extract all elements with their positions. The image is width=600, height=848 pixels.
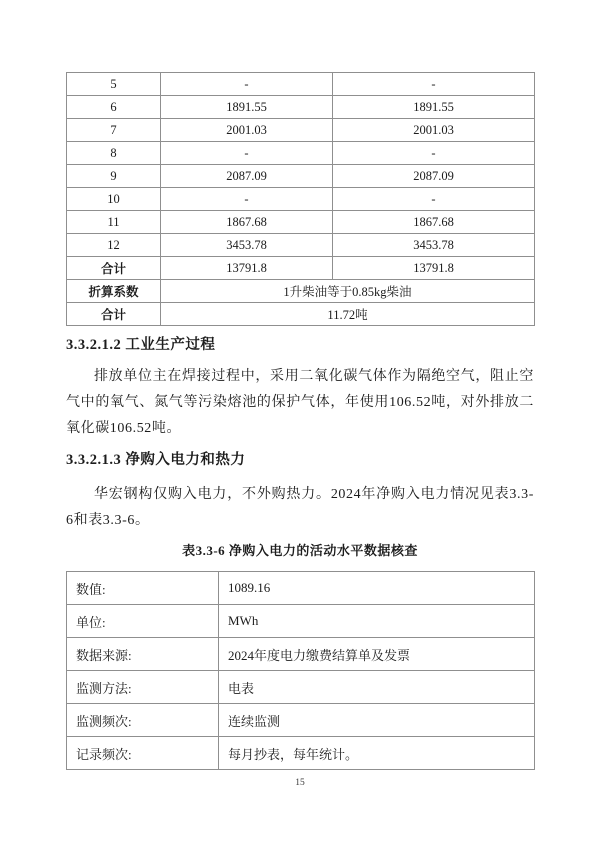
value-cell: - [161,73,333,96]
field-value-cell: 1089.16 [219,572,535,605]
page-number: 15 [295,778,305,788]
table-row [67,572,535,605]
table-row [67,638,535,671]
value-cell: - [333,142,535,165]
field-label-cell: 监测方法: [67,671,219,704]
table-row [67,234,535,257]
value-cell: 1891.55 [161,96,333,119]
value-cell: - [333,73,535,96]
table-row [67,165,535,188]
value-cell: 2087.09 [161,165,333,188]
paragraph-purchased-electricity: 华宏钢构仅购入电力，不外购热力。2024年净购入电力情况见表3.3-6和表3.3-6。 [66,487,534,528]
table-row [67,737,535,770]
table-row [67,73,535,96]
value-cell: 1867.68 [161,211,333,234]
field-value-cell: 2024年度电力缴费结算单及发票 [219,638,535,671]
table-row [67,119,535,142]
section-heading-industrial-process: 3.3.2.1.2 工业生产过程 [66,337,216,353]
grand-total-value-cell: 11.72吨 [161,303,535,326]
diesel-consumption-table [66,72,535,326]
field-value-cell: 电表 [219,671,535,704]
table-row-grand-total [67,303,535,326]
table-row [67,605,535,638]
value-cell: 2001.03 [333,119,535,142]
conversion-label-cell: 折算系数 [67,280,161,303]
table-row-total [67,257,535,280]
value-cell: 1867.68 [333,211,535,234]
field-label-cell: 监测频次: [67,704,219,737]
value-cell: 2087.09 [333,165,535,188]
month-cell: 9 [67,165,161,188]
field-label-cell: 单位: [67,605,219,638]
electricity-data-table [66,571,535,770]
month-cell: 8 [67,142,161,165]
paragraph-industrial-process: 排放单位主在焊接过程中，采用二氧化碳气体作为隔绝空气，阻止空气中的氧气、氮气等污染熔池的保护气体，年使用106.52吨，对外排放二氧化碳106.52吨。 [66,369,534,436]
total-value-cell: 13791.8 [333,257,535,280]
table-row-conversion-factor [67,280,535,303]
field-label-cell: 记录频次: [67,737,219,770]
month-cell: 6 [67,96,161,119]
value-cell: - [161,142,333,165]
conversion-value-cell: 1升柴油等于0.85kg柴油 [161,280,535,303]
value-cell: - [161,188,333,211]
table-row [67,188,535,211]
section-heading-purchased-electricity: 3.3.2.1.3 净购入电力和热力 [66,452,246,468]
table-row [67,96,535,119]
month-cell: 7 [67,119,161,142]
month-cell: 5 [67,73,161,96]
value-cell: 3453.78 [333,234,535,257]
month-cell: 10 [67,188,161,211]
value-cell: 3453.78 [161,234,333,257]
grand-total-label-cell: 合计 [67,303,161,326]
value-cell: 1891.55 [333,96,535,119]
total-label-cell: 合计 [67,257,161,280]
field-value-cell: 每月抄表，每年统计。 [219,737,535,770]
month-cell: 11 [67,211,161,234]
value-cell: - [333,188,535,211]
table-row [67,704,535,737]
table-row [67,211,535,234]
field-value-cell: MWh [219,605,535,638]
total-value-cell: 13791.8 [161,257,333,280]
field-label-cell: 数据来源: [67,638,219,671]
table-caption: 表3.3-6 净购入电力的活动水平数据核查 [182,543,418,558]
field-label-cell: 数值: [67,572,219,605]
table-row [67,671,535,704]
value-cell: 2001.03 [161,119,333,142]
table-row [67,142,535,165]
field-value-cell: 连续监测 [219,704,535,737]
month-cell: 12 [67,234,161,257]
